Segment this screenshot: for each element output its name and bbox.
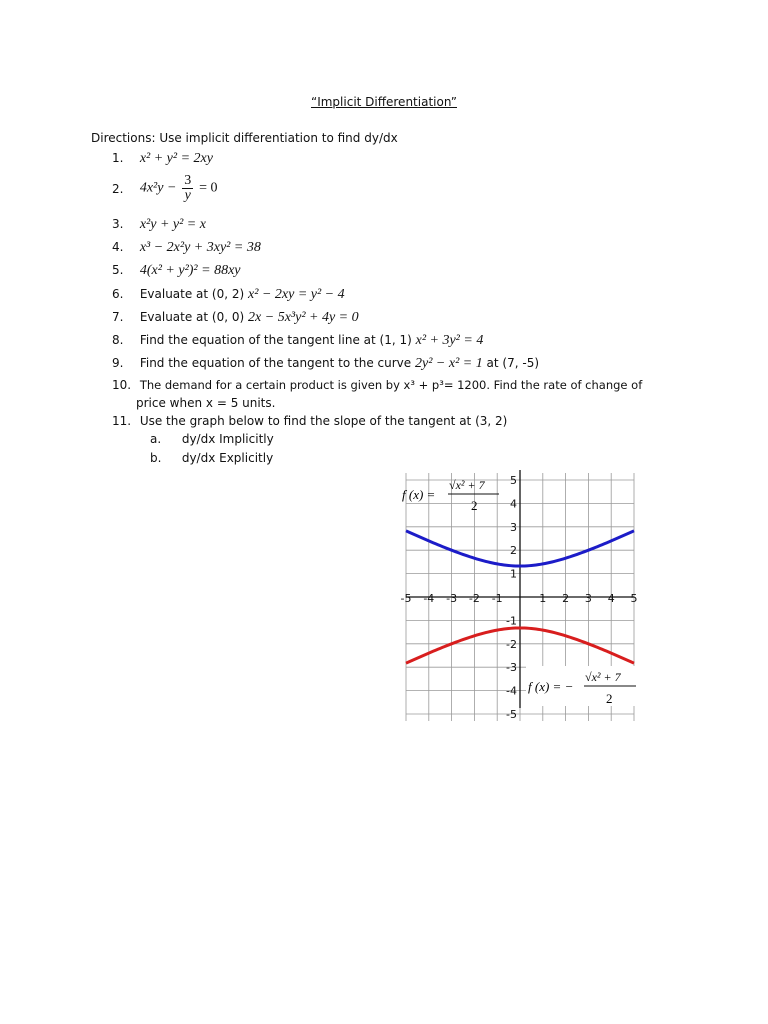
problem-equation: 2x − 5x³y² + 4y = 0 [248, 310, 359, 325]
subitem-b [150, 451, 273, 465]
problem-number: 7. [112, 310, 124, 324]
problem-equation: x² + y² = 2xy [139, 151, 213, 166]
problem-2 [112, 174, 217, 203]
problem-number: 6. [112, 287, 124, 301]
lower-function-label [526, 666, 638, 706]
y-tick-label: -2 [506, 637, 517, 651]
subitem-letter: a. [150, 432, 162, 446]
y-tick-label: -4 [506, 684, 517, 698]
problem-10-line-2: price when x = 5 units. [136, 396, 276, 410]
function-graph [398, 462, 642, 721]
subitem-a [150, 432, 274, 446]
problem-equation: x³ − 2x²y + 3xy² = 38 [139, 240, 261, 255]
upper-label-denominator: 2 [471, 498, 478, 513]
problem-4 [112, 240, 261, 256]
problem-equation: x²y + y² = x [139, 217, 206, 232]
problem-1 [112, 151, 213, 167]
problem-number: 5. [112, 263, 124, 277]
problem-equation-right: = 0 [199, 180, 218, 196]
y-tick-label: -3 [506, 661, 517, 675]
x-tick-label: 2 [562, 592, 570, 605]
upper-label-numerator: √x² + 7 [449, 478, 485, 492]
problem-text: The demand for a certain product is given by x³ + p³= 1200. Find the rate of change of [139, 378, 643, 392]
fraction-numerator: 3 [184, 173, 192, 188]
page-title: “Implicit Differentiation” [310, 95, 457, 109]
x-tick-label: 4 [607, 592, 615, 605]
upper-label-lhs: f (x) = [402, 487, 436, 502]
problem-number: 8. [112, 333, 124, 347]
problem-number: 9. [112, 356, 124, 370]
lower-label-numerator: √x² + 7 [585, 670, 621, 684]
problem-equation: x² + 3y² = 4 [415, 333, 484, 348]
problem-text: Find the equation of the tangent line at (1, 1) [139, 333, 412, 347]
y-tick-label: -5 [506, 708, 517, 721]
y-tick-label: 5 [510, 474, 517, 487]
problem-6 [112, 287, 345, 303]
problem-number: 10. [112, 378, 132, 392]
problem-number: 3. [112, 217, 124, 231]
problem-number: 2. [112, 181, 124, 196]
problem-text-after: at (7, -5) [486, 356, 540, 370]
problem-number: 1. [112, 151, 124, 165]
x-tick-label: 3 [584, 592, 592, 605]
problem-8 [112, 333, 483, 349]
problem-3 [112, 217, 206, 233]
lower-label-denominator: 2 [606, 691, 613, 706]
y-tick-label: 1 [510, 567, 517, 581]
problem-10 [112, 378, 642, 392]
problem-5 [112, 263, 241, 279]
problem-number: 4. [112, 240, 124, 254]
subitem-text: dy/dx Implicitly [181, 432, 274, 446]
directions: Directions: Use implicit differentiation to find dy/dx [91, 131, 398, 145]
x-tick-label: -3 [446, 592, 458, 605]
problem-number: 11. [112, 414, 132, 428]
problem-equation-left: 4x²y − [139, 180, 177, 196]
y-tick-label: 3 [510, 520, 517, 534]
fraction-denominator: y [184, 188, 191, 203]
y-tick-label: 2 [510, 544, 517, 558]
problem-7 [112, 310, 359, 326]
problem-text: Evaluate at (0, 2) [139, 287, 245, 301]
subitem-letter: b. [150, 451, 162, 465]
upper-function-label [402, 478, 499, 513]
problem-text: Find the equation of the tangent to the curve [139, 356, 412, 370]
problem-text: Use the graph below to find the slope of the tangent at (3, 2) [139, 414, 508, 428]
problem-11 [112, 414, 507, 428]
x-tick-label: -1 [491, 592, 503, 605]
problem-equation: 2y² − x² = 1 [415, 356, 483, 371]
y-tick-label: 4 [510, 497, 517, 511]
problem-fraction [182, 174, 193, 203]
lower-label-lhs: f (x) = − [528, 679, 574, 694]
x-tick-label: 5 [630, 592, 638, 605]
problem-equation: x² − 2xy = y² − 4 [248, 287, 345, 302]
problem-text: Evaluate at (0, 0) [139, 310, 245, 324]
subitem-text: dy/dx Explicitly [181, 451, 274, 465]
y-tick-label: -1 [506, 614, 517, 628]
problem-9 [112, 356, 539, 372]
problem-equation: 4(x² + y²)² = 88xy [139, 263, 241, 278]
x-tick-label: 1 [539, 592, 547, 605]
x-tick-label: -2 [468, 592, 480, 605]
x-tick-label: -5 [400, 592, 412, 605]
x-tick-label: -4 [423, 592, 435, 605]
